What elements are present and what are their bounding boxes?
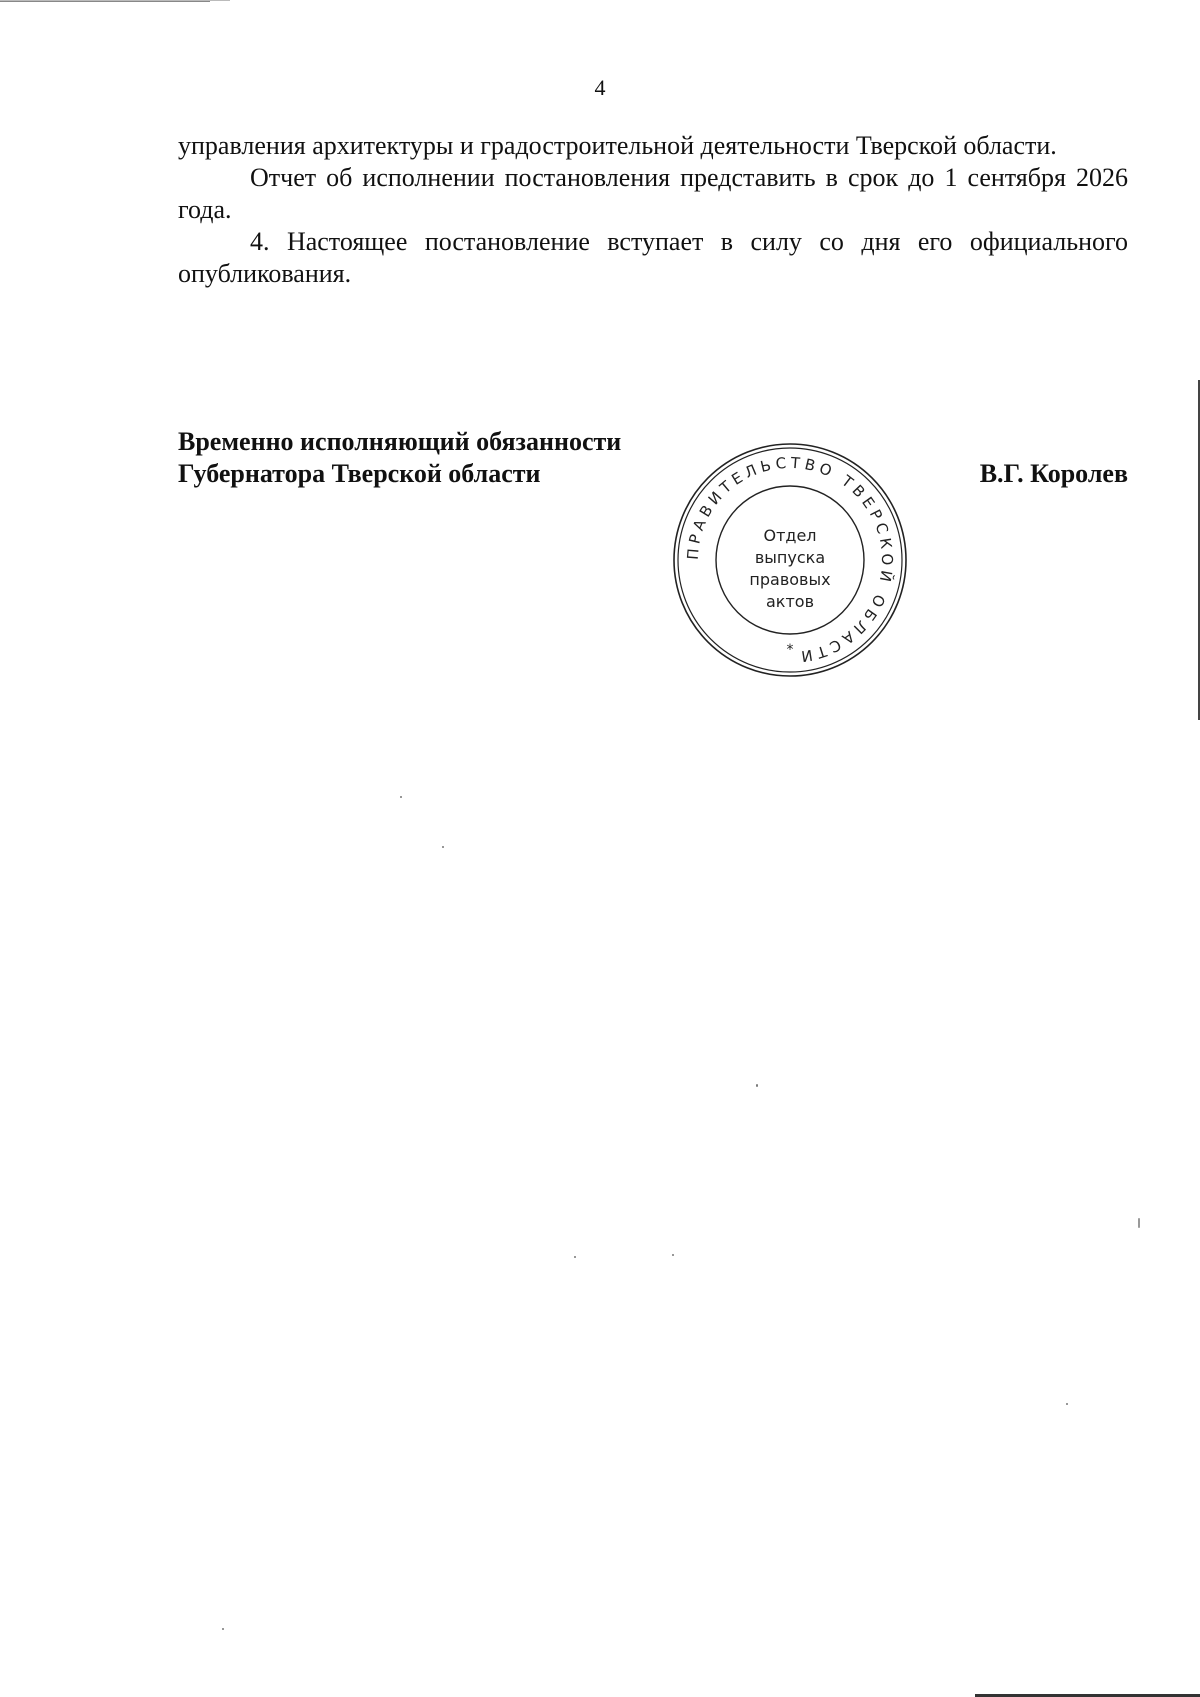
- scan-speck: [1066, 1403, 1068, 1405]
- paragraph-report-deadline: Отчет об исполнении постановления представить в срок до 1 сентября 2026 года.: [178, 163, 1128, 224]
- scan-speck: [672, 1254, 674, 1256]
- signatory-title-line-2: Губернатора Тверской области: [178, 459, 541, 488]
- signatory-name: В.Г. Королев: [979, 459, 1128, 488]
- seal-star: *: [786, 642, 794, 658]
- seal-center-line-1: Отдел: [763, 526, 817, 545]
- seal-ring-text: ПРАВИТЕЛЬСТВО ТВЕРСКОЙ ОБЛАСТИ: [683, 453, 897, 666]
- scan-speck: [574, 1256, 576, 1258]
- paragraph-continuation: управления архитектуры и градостроительной деятельности Тверской области.: [178, 131, 1057, 160]
- seal-center-line-4: актов: [765, 592, 815, 611]
- scan-speck: [1138, 1218, 1140, 1228]
- official-seal: [670, 440, 910, 680]
- signatory-title: [178, 426, 621, 490]
- seal-graphic: [670, 440, 910, 680]
- scan-speck: [400, 796, 402, 798]
- paragraph-effective-date: 4. Настоящее постановление вступает в силу со дня его официального опубликования.: [178, 227, 1128, 288]
- scan-speck: [756, 1084, 758, 1087]
- page-number: 4: [594, 75, 606, 100]
- scan-speck: [442, 846, 444, 848]
- document-body: [178, 130, 1128, 290]
- seal-center-line-3: правовых: [749, 570, 831, 589]
- seal-center-line-2: выпуска: [754, 548, 826, 567]
- scan-edge-top-faint: [0, 0, 230, 1]
- signatory-title-line-1: Временно исполняющий обязанности: [178, 427, 622, 456]
- scan-speck: [222, 1628, 224, 1630]
